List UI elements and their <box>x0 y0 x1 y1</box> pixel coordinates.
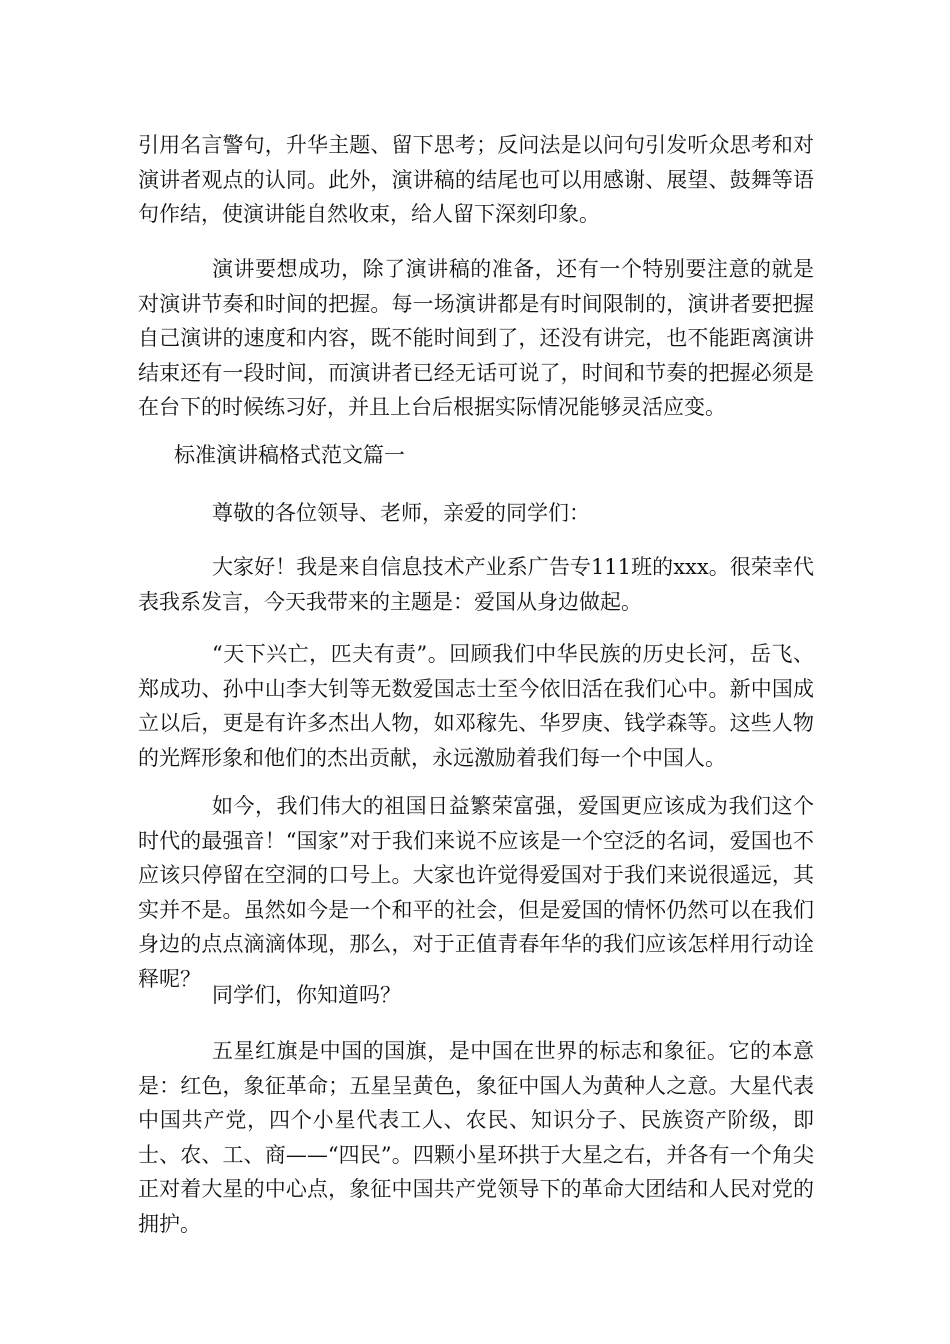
paragraph-timing: 演讲要想成功，除了演讲稿的准备，还有一个特别要注意的就是对演讲节奏和时间的把握。每一场演讲都是有时间限制的，演讲者要把握自己演讲的速度和内容，既不能时间到了，还没有讲完，也不能距离演讲结束还有一段时间，而演讲者已经无话可说了，时间和节奏的把握必须是在台下的时候练习好，并且上台后根据实际情况能够灵活应变。 <box>138 257 814 419</box>
paragraph-salutation: 尊敬的各位领导、老师，亲爱的同学们： <box>212 501 590 525</box>
section-heading: 标准演讲稿格式范文篇一 <box>174 443 405 467</box>
paragraph-question: 同学们，你知道吗？ <box>212 983 401 1007</box>
paragraph-conclusion-methods: 引用名言警句，升华主题、留下思考；反问法是以问句引发听众思考和对演讲者观点的认同。此外，演讲稿的结尾也可以用感谢、展望、鼓舞等语句作结，使演讲能自然收束，给人留下深刻印象。 <box>138 133 814 226</box>
paragraph-flag: 五星红旗是中国的国旗，是中国在世界的标志和象征。它的本意是：红色，象征革命；五星呈黄色，象征中国人为黄种人之意。大星代表中国共产党，四个小星代表工人、农民、知识分子、民族资产阶级，即士、农、工、商——“四民”。四颗小星环拱于大星之右，并各有一个角尖正对着大星的中心点，象征中国共产党领导下的革命大团结和人民对党的拥护。 <box>138 1039 814 1236</box>
paragraph-history: “天下兴亡，匹夫有责”。回顾我们中华民族的历史长河，岳飞、郑成功、孙中山李大钊等无数爱国志士至今依旧活在我们心中。新中国成立以后，更是有许多杰出人物，如邓稼先、华罗庚、钱学森等。这些人物的光辉形象和他们的杰出贡献，永远激励着我们每一个中国人。 <box>138 642 814 770</box>
paragraph-today: 如今，我们伟大的祖国日益繁荣富强，爱国更应该成为我们这个时代的最强音！“国家”对于我们来说不应该是一个空泛的名词，爱国也不应该只停留在空洞的口号上。大家也许觉得爱国对于我们来说很遥远，其实并不是。虽然如今是一个和平的社会，但是爱国的情怀仍然可以在我们身边的点点滴滴体现，那么，对于正值青春年华的我们应该怎样用行动诠释呢？ <box>138 794 814 991</box>
paragraph-greeting: 大家好！我是来自信息技术产业系广告专111班的xxx。很荣幸代表我系发言，今天我带来的主题是：爱国从身边做起。 <box>138 555 814 614</box>
